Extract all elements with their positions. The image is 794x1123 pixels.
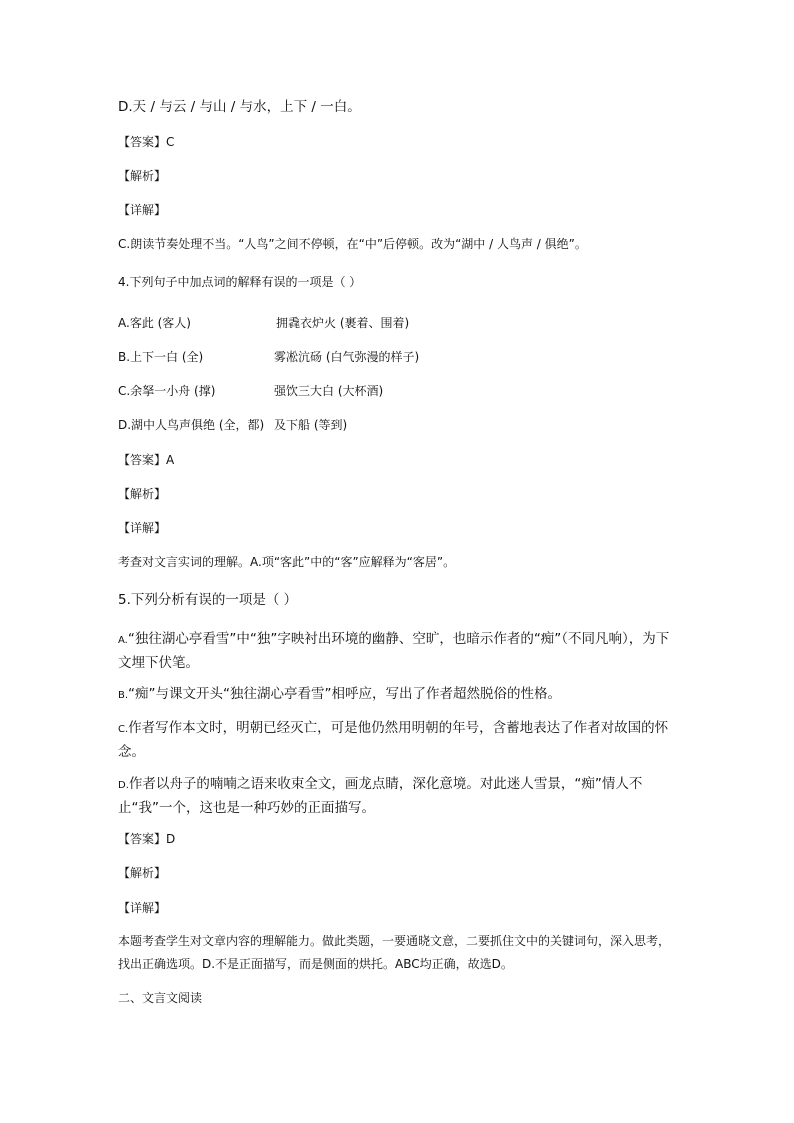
answer-label: 【答案】D bbox=[118, 832, 176, 846]
q4-option-d-left: D.湖中人鸟声俱绝 (全，都) bbox=[118, 418, 265, 432]
option-text: 作者写作本文时，明朝已经灭亡，可是他仍然用明朝的年号，含蓄地表达了作者对故国的怀念。 bbox=[118, 720, 669, 760]
answer-label: 【答案】C bbox=[118, 135, 175, 149]
option-prefix: C. bbox=[118, 724, 129, 735]
answer-label: 【答案】A bbox=[118, 453, 175, 467]
q5-option-b bbox=[118, 685, 561, 705]
option-prefix: D. bbox=[118, 780, 129, 791]
q4-option-d-right: 及下船 (等到) bbox=[274, 418, 348, 432]
q4-option-b-right: 雾凇沆砀 (白气弥漫的样子) bbox=[274, 350, 420, 364]
q4-option-c-right: 强饮三大白 (大杯酒) bbox=[274, 384, 384, 398]
detail-label: 【详解】 bbox=[118, 521, 167, 535]
detail-label: 【详解】 bbox=[118, 203, 167, 217]
analysis-label: 【解析】 bbox=[118, 487, 167, 501]
q4-option-a-left: A.客此 (客人) bbox=[118, 316, 191, 330]
option-text: “独往湖心亭看雪”中“独”字映衬出环境的幽静、空旷，也暗示作者的“痴”（不同凡响），为下文埋下伏笔。 bbox=[118, 631, 670, 671]
option-prefix: A. bbox=[118, 635, 128, 646]
option-d-line: D.天 / 与云 / 与山 / 与水，上下 / 一白。 bbox=[118, 99, 361, 115]
q5-option-d bbox=[118, 773, 678, 819]
q5-option-c bbox=[118, 717, 678, 763]
question-4: 4.下列句子中加点词的解释有误的一项是（ ） bbox=[118, 275, 362, 289]
q4-option-a-right: 拥毳衣炉火 (裹着、围着) bbox=[276, 316, 410, 330]
option-text: “痴”与课文开头“独往湖心亭看雪”相呼应，写出了作者超然脱俗的性格。 bbox=[128, 686, 562, 702]
analysis-label: 【解析】 bbox=[118, 866, 167, 880]
explanation-text: 考查对文言实词的理解。A.项“客此”中的“客”应解释为“客居”。 bbox=[118, 555, 456, 569]
q4-option-c-left: C.余拏一小舟 (撑) bbox=[118, 384, 216, 398]
option-prefix: B. bbox=[118, 690, 129, 701]
detail-label: 【详解】 bbox=[118, 901, 167, 915]
analysis-label: 【解析】 bbox=[118, 169, 167, 183]
question-5: 5.下列分析有误的一项是（ ） bbox=[118, 592, 298, 608]
option-text: 作者以舟子的喃喃之语来收束全文，画龙点睛，深化意境。对此迷人雪景，“痴”情人不止“我”一个，这也是一种巧妙的正面描写。 bbox=[118, 776, 643, 816]
q5-option-a bbox=[118, 628, 678, 674]
section-heading: 二、文言文阅读 bbox=[118, 991, 203, 1005]
explanation-text: C.朗读节奏处理不当。“人鸟”之间不停顿，在“中”后停顿。改为“湖中 / 人鸟声 / 俱绝”。 bbox=[118, 237, 587, 251]
q4-option-b-left: B.上下一白 (全) bbox=[118, 350, 204, 364]
explanation-text: 本题考查学生对文章内容的理解能力。做此类题，一要通晓文意，二要抓住文中的关键词句，深入思考，找出正确选项。D.不是正面描写，而是侧面的烘托。ABC均正确，故选D。 bbox=[118, 934, 671, 971]
